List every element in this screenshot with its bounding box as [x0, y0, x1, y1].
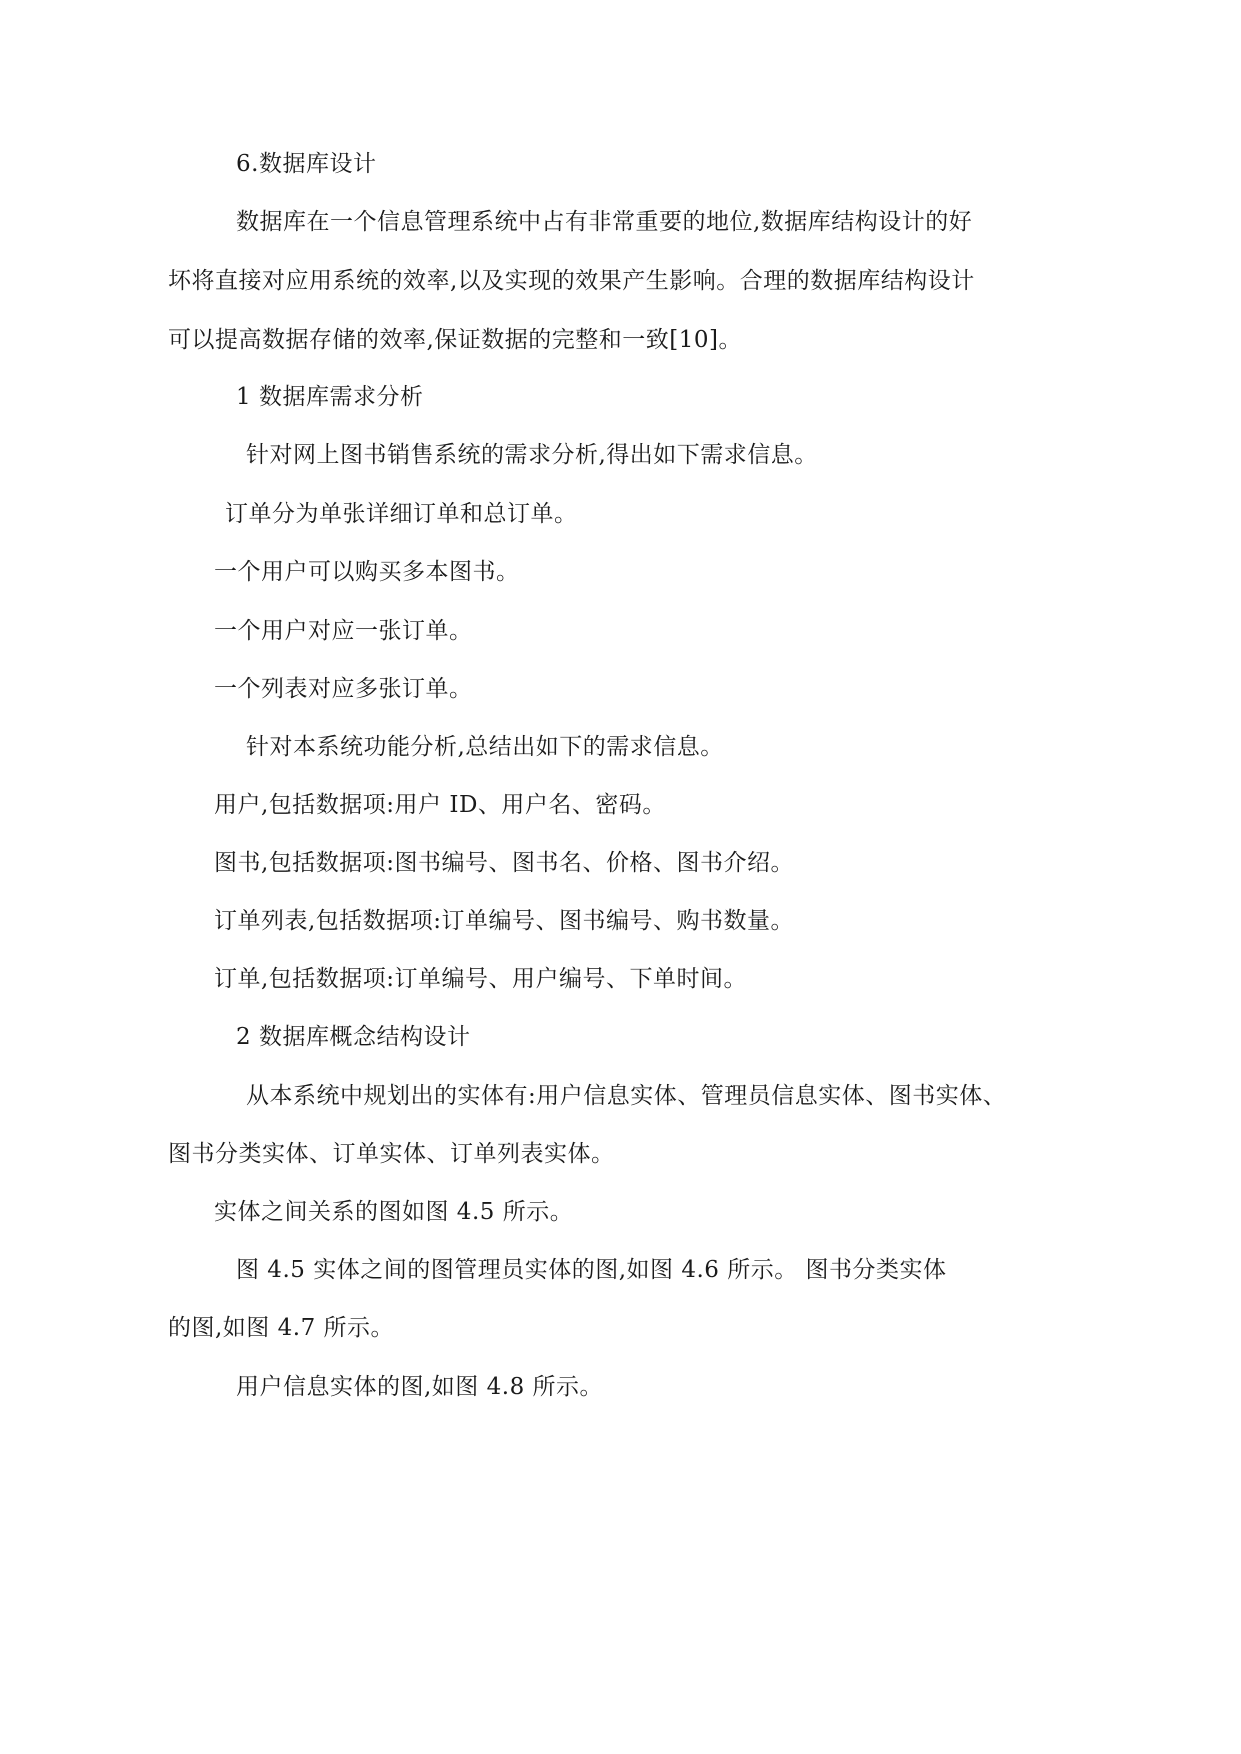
- subsection-heading-conceptual: 2 数据库概念结构设计: [236, 1024, 471, 1050]
- intro-paragraph-line-1: 数据库在一个信息管理系统中占有非常重要的地位,数据库结构设计的好: [236, 209, 973, 235]
- requirement-item: 订单分为单张详细订单和总订单。: [225, 501, 578, 527]
- requirement-item: 一个用户可以购买多本图书。: [214, 559, 520, 585]
- data-item: 图书,包括数据项:图书编号、图书名、价格、图书介绍。: [214, 850, 795, 876]
- user-figure-line: 用户信息实体的图,如图 4.8 所示。: [236, 1374, 604, 1400]
- figure-caption-line-2: 的图,如图 4.7 所示。: [168, 1315, 395, 1341]
- relation-line: 实体之间关系的图如图 4.5 所示。: [214, 1199, 574, 1225]
- intro-paragraph-line-2: 坏将直接对应用系统的效率,以及实现的效果产生影响。合理的数据库结构设计: [168, 268, 975, 294]
- data-item: 订单列表,包括数据项:订单编号、图书编号、购书数量。: [214, 908, 795, 934]
- requirements-lead-2: 针对本系统功能分析,总结出如下的需求信息。: [246, 734, 724, 760]
- entities-line-1: 从本系统中规划出的实体有:用户信息实体、管理员信息实体、图书实体、: [246, 1083, 1007, 1109]
- entities-line-2: 图书分类实体、订单实体、订单列表实体。: [168, 1141, 615, 1167]
- data-item: 订单,包括数据项:订单编号、用户编号、下单时间。: [214, 966, 748, 992]
- requirement-item: 一个用户对应一张订单。: [214, 618, 473, 644]
- subsection-heading-requirements: 1 数据库需求分析: [236, 384, 424, 410]
- requirements-lead: 针对网上图书销售系统的需求分析,得出如下需求信息。: [246, 442, 818, 468]
- intro-paragraph-line-3: 可以提高数据存储的效率,保证数据的完整和一致[10]。: [168, 327, 743, 353]
- requirement-item: 一个列表对应多张订单。: [214, 676, 473, 702]
- figure-caption-line-1: 图 4.5 实体之间的图管理员实体的图,如图 4.6 所示。 图书分类实体: [236, 1257, 947, 1283]
- data-item: 用户,包括数据项:用户 ID、用户名、密码。: [214, 792, 666, 818]
- section-heading: 6.数据库设计: [236, 151, 377, 177]
